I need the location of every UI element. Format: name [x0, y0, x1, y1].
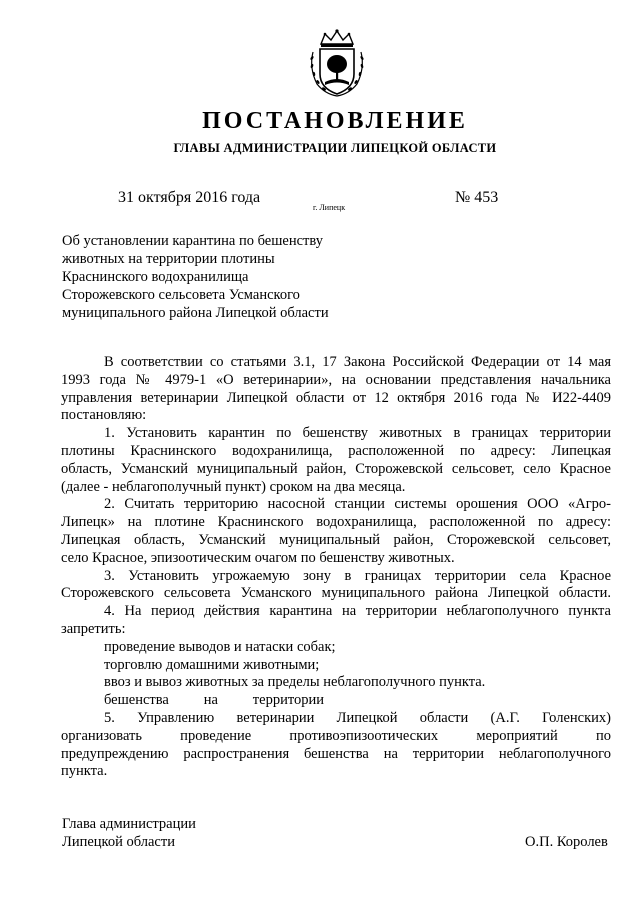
signature-position	[62, 815, 196, 851]
body-line: Липецкая область, Усманский муниципальный район, Сторожевской сельсовет,	[61, 531, 611, 548]
body-line: 3. Установить угрожаемую зону в границах территории села Красное	[104, 567, 611, 584]
body-line: 5. Управлению ветеринарии Липецкой области (А.Г. Голенских)	[104, 709, 611, 726]
subject-line: Об установлении карантина по бешенству	[62, 233, 323, 249]
document-subtitle: ГЛАВЫ АДМИНИСТРАЦИИ ЛИПЕЦКОЙ ОБЛАСТИ	[173, 141, 497, 155]
body-line: В соответствии со статьями 3.1, 17 Закона Российской Федерации от 14 мая	[104, 354, 611, 370]
body-line: предупреждению распространения бешенства на территории неблагополучного	[61, 745, 611, 762]
document-body	[61, 354, 611, 781]
document-title: ПОСТАНОВЛЕНИЕ	[202, 108, 468, 134]
body-line: Липецк» на плотине Краснинского водохранилища, расположенной по адресу:	[61, 514, 611, 531]
document-number: № 453	[455, 189, 499, 206]
document-date: 31 октября 2016 года	[118, 189, 261, 206]
document-city: г. Липецк	[313, 203, 346, 212]
body-line: управления ветеринарии Липецкой области от 12 октября 2016 года № И22-4409	[61, 389, 611, 406]
body-line: ввоз и вывоз животных за пределы неблагополучного пункта.	[104, 674, 486, 691]
body-line: бешенства на территории	[104, 692, 324, 709]
subject-line: муниципального района Липецкой области	[62, 305, 329, 321]
signature-name: О.П. Королев	[525, 834, 608, 850]
body-line: плотины Краснинского водохранилища, расположенной по адресу: Липецкая	[61, 442, 611, 459]
body-line: запретить:	[61, 620, 126, 637]
body-line: 2. Считать территорию насосной станции системы орошения ООО «Агро-	[104, 496, 611, 513]
subject-line: Сторожевского сельсовета Усманского	[62, 287, 300, 303]
subject-line: Краснинского водохранилища	[62, 269, 249, 285]
body-line: пункта.	[61, 763, 108, 780]
body-line: постановляю:	[61, 407, 147, 424]
document-subject	[62, 232, 382, 322]
signature-position-line: Липецкой области	[62, 834, 175, 850]
body-line: (далее - неблагополучный пункт) сроком на два месяца.	[61, 478, 406, 495]
signature-position-line: Глава администрации	[62, 816, 196, 832]
body-line: организовать проведение противоэпизоотических мероприятий по	[61, 727, 611, 744]
coat-of-arms-icon	[303, 28, 371, 98]
body-line: 4. На период действия карантина на территории неблагополучного пункта	[104, 603, 611, 620]
body-line: торговлю домашними животными;	[104, 656, 320, 673]
body-line: область, Усманский муниципальный район, Сторожевской сельсовет, село Красное	[61, 460, 611, 477]
subject-line: животных на территории плотины	[62, 251, 275, 267]
body-line: село Красное, эпизоотическим очагом по бешенству животных.	[61, 549, 455, 566]
body-line: 1. Установить карантин по бешенству животных в границах территории	[104, 425, 611, 442]
body-line: проведение выводов и натаски собак;	[104, 638, 336, 655]
body-line: 1993 года № 4979-1 «О ветеринарии», на основании представления начальника	[61, 371, 611, 388]
body-line: Сторожевского сельсовета Усманского муниципального района Липецкой области.	[61, 585, 611, 602]
